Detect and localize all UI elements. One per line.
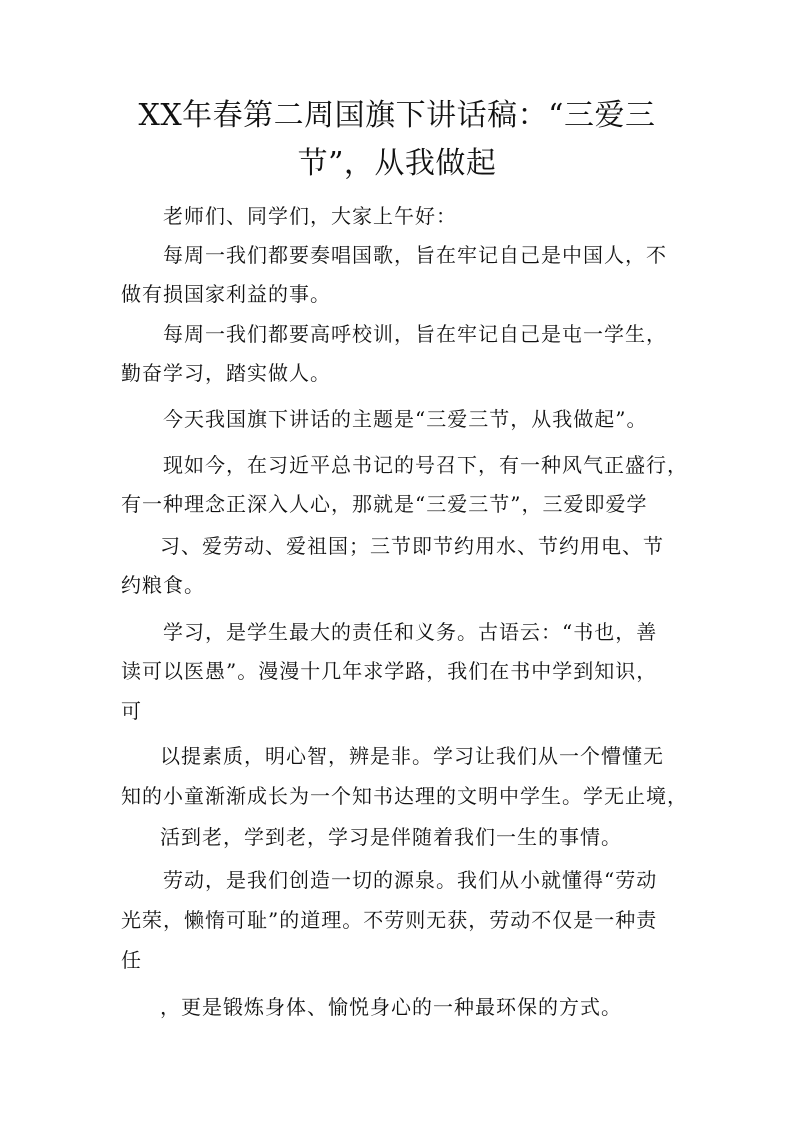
paragraph-line: 约粮食。 [121,573,205,597]
paragraph-line: ，更是锻炼身体、愉悦身心的一种最环保的方式。 [160,995,622,1019]
paragraph-line: 劳动，是我们创造一切的源泉。我们从小就懂得“劳动 [163,868,658,892]
paragraph-line: 任 [121,948,142,972]
paragraph-line: 可 [121,699,142,723]
paragraph-line: 勤奋学习，踏实做人。 [121,361,331,385]
paragraph-line: 读可以医愚”。漫漫十几年求学路，我们在书中学到知识， [121,659,658,683]
paragraph-line: 做有损国家利益的事。 [121,282,331,306]
paragraph-line: 学习，是学生最大的责任和义务。古语云：“书也，善 [163,620,658,644]
title-line-1: XX年春第二周国旗下讲话稿：“三爱三 [138,98,656,133]
paragraph-line: 每周一我们都要奏唱国歌，旨在牢记自己是中国人，不 [163,243,667,267]
paragraph-line: 活到老，学到老，学习是伴随着我们一生的事情。 [160,825,622,849]
paragraph-line: 知的小童渐渐成长为一个知书达理的文明中学生。学无止境， [121,784,688,808]
paragraph-line: 有一种理念正深入人心，那就是“三爱三节”，三爱即爱学 [121,492,648,516]
title-line-2: 节”，从我做起 [297,146,497,181]
paragraph-line: 习、爱劳动、爱祖国；三节即节约用水、节约用电、节 [160,534,664,558]
paragraph-line: 今天我国旗下讲话的主题是“三爱三节，从我做起”。 [163,407,648,431]
paragraph-line: 现如今，在习近平总书记的号召下，有一种风气正盛行， [163,453,688,477]
greeting-line: 老师们、同学们，大家上午好： [163,204,457,228]
paragraph-line: 每周一我们都要高呼校训，旨在牢记自己是屯一学生， [163,322,667,346]
paragraph-line: 以提素质，明心智，辨是非。学习让我们从一个懵懂无 [160,744,664,768]
document-title [110,92,684,188]
paragraph-line: 光荣，懒惰可耻”的道理。不劳则无获，劳动不仅是一种责 [121,908,658,932]
